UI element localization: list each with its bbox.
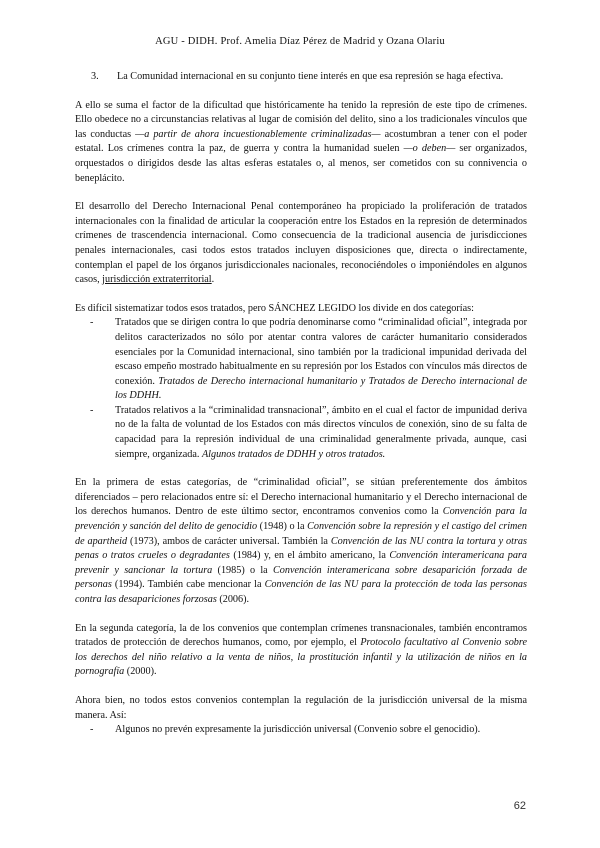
bullet-marker: - xyxy=(90,317,94,329)
paragraph-categorias: Es difícil sistematizar todos esos tratados, pero SÁNCHEZ LEGIDO los divide en dos categorías: xyxy=(75,302,474,314)
bullet-text: Tratados relativos a la “criminalidad transnacional”, ámbito en el cual el factor de impunidad deriva no de la falta de voluntad de los Estados con más directos vínculos de conexión, sino de su falta de capacidad para la represión individual de una criminalidad generalmente privada, aunque, casi siempre, organizada. Algunos tratados de DDHH y otros tratados. xyxy=(115,404,527,460)
item-text: La Comunidad internacional en su conjunto tiene interés en que esa represión se haga efectiva. xyxy=(117,71,504,82)
bullet-marker: - xyxy=(90,404,94,416)
numbered-item-3 xyxy=(75,70,527,85)
bullet-item-transnacional xyxy=(75,404,527,462)
bullet-text: Tratados que se dirigen contra lo que podría denominarse como “criminalidad oficial”, integrada por delitos caracterizados no sólo por atentar contra valores de carácter humanitario considerados esenciales por la Comunidad internacional, sino también por la tradicional impunidad derivada del escaso empeño mostrado habitualmente en su represión por los Estados con vínculos más directos de conexión. Tratados de Derecho internacional humanitario y Tratados de Derecho internacional de los DDHH. xyxy=(115,317,527,402)
paragraph-primera-categoria: En la primera de estas categorías, de “criminalidad oficial”, se sitúan preferentemente dos ámbitos diferenciados – pero relacionados entre sí: el Derecho internacional humanitario y el Derecho internacional de los derechos humanos. Dentro de este último sector, encontramos convenios como la Convención para la prevención y sanción del delito de genocidio (1948) o la Convención sobre la represión y el castigo del crimen de apartheid (1973), ambos de carácter universal. También la Convención de las NU contra la tortura y otras penas o tratos crueles o degradantes (1984) y, en el ámbito americano, la Convención interamericana para prevenir y sancionar la tortura (1985) o la Convención interamericana sobre desaparición forzada de personas (1994). También cabe mencionar la Convención de las NU para la protección de toda las personas contra las desapariciones forzosas (2006). xyxy=(75,477,527,605)
paragraph-ahora-bien: Ahora bien, no todos estos convenios contemplan la regulación de la jurisdicción universal de la misma manera. Así: xyxy=(75,694,527,721)
item-number: 3. xyxy=(91,71,99,82)
paragraph-segunda-categoria: En la segunda categoría, la de los convenios que contemplan crímenes transnacionales, también encontramos tratados de protección de derechos humanos, como, por ejemplo, el Protocolo facultativo al Convenio sobre los derechos del niño relativo a la venta de niños, la prostitución infantil y la utilización de niños en la pornografía (2000). xyxy=(75,622,528,678)
bullet-item-oficial xyxy=(75,316,527,404)
bullet-item-genocidio xyxy=(75,723,527,738)
running-header: AGU - DIDH. Prof. Amelia Díaz Pérez de Madrid y Ozana Olariu xyxy=(155,36,445,47)
paragraph-dificultad: A ello se suma el factor de la dificultad que históricamente ha tenido la represión de este tipo de crímenes. Ello obedece no a circunstancias relativas al lugar de comisión del delito, sino a los tradicionales vínculos que las conductas —a partir de ahora incuestionablemente criminalizadas— acostumbran a tener con el poder estatal. Los crímenes contra la paz, de guerra y contra la humanidad suelen —o deben— ser organizados, orquestados o dirigidos desde las altas esferas estatales o, al menos, ser cometidos con su connivencia o beneplácito. xyxy=(75,99,527,184)
page-body xyxy=(75,70,527,738)
paragraph-desarrollo: El desarrollo del Derecho Internacional Penal contemporáneo ha propiciado la proliferación de tratados internacionales con la finalidad de articular la cooperación entre los Estados en la represión de determinados crímenes de trascendencia internacional. Como consecuencia de la tradicional ausencia de jurisdicciones penales internacionales, casi todos estos tratados incluyen disposiciones que, directa o indirectamente, contemplan el papel de los órganos jurisdiccionales nacionales, reconociéndoles o imponiéndoles en algunos casos, jurisdicción extraterritorial. xyxy=(75,201,527,286)
page-number: 62 xyxy=(513,800,526,812)
bullet-marker: - xyxy=(90,724,94,736)
bullet-text: Algunos no prevén expresamente la jurisdicción universal (Convenio sobre el genocidio). xyxy=(115,724,481,736)
underlined-term: jurisdicción extraterritorial xyxy=(102,274,212,286)
